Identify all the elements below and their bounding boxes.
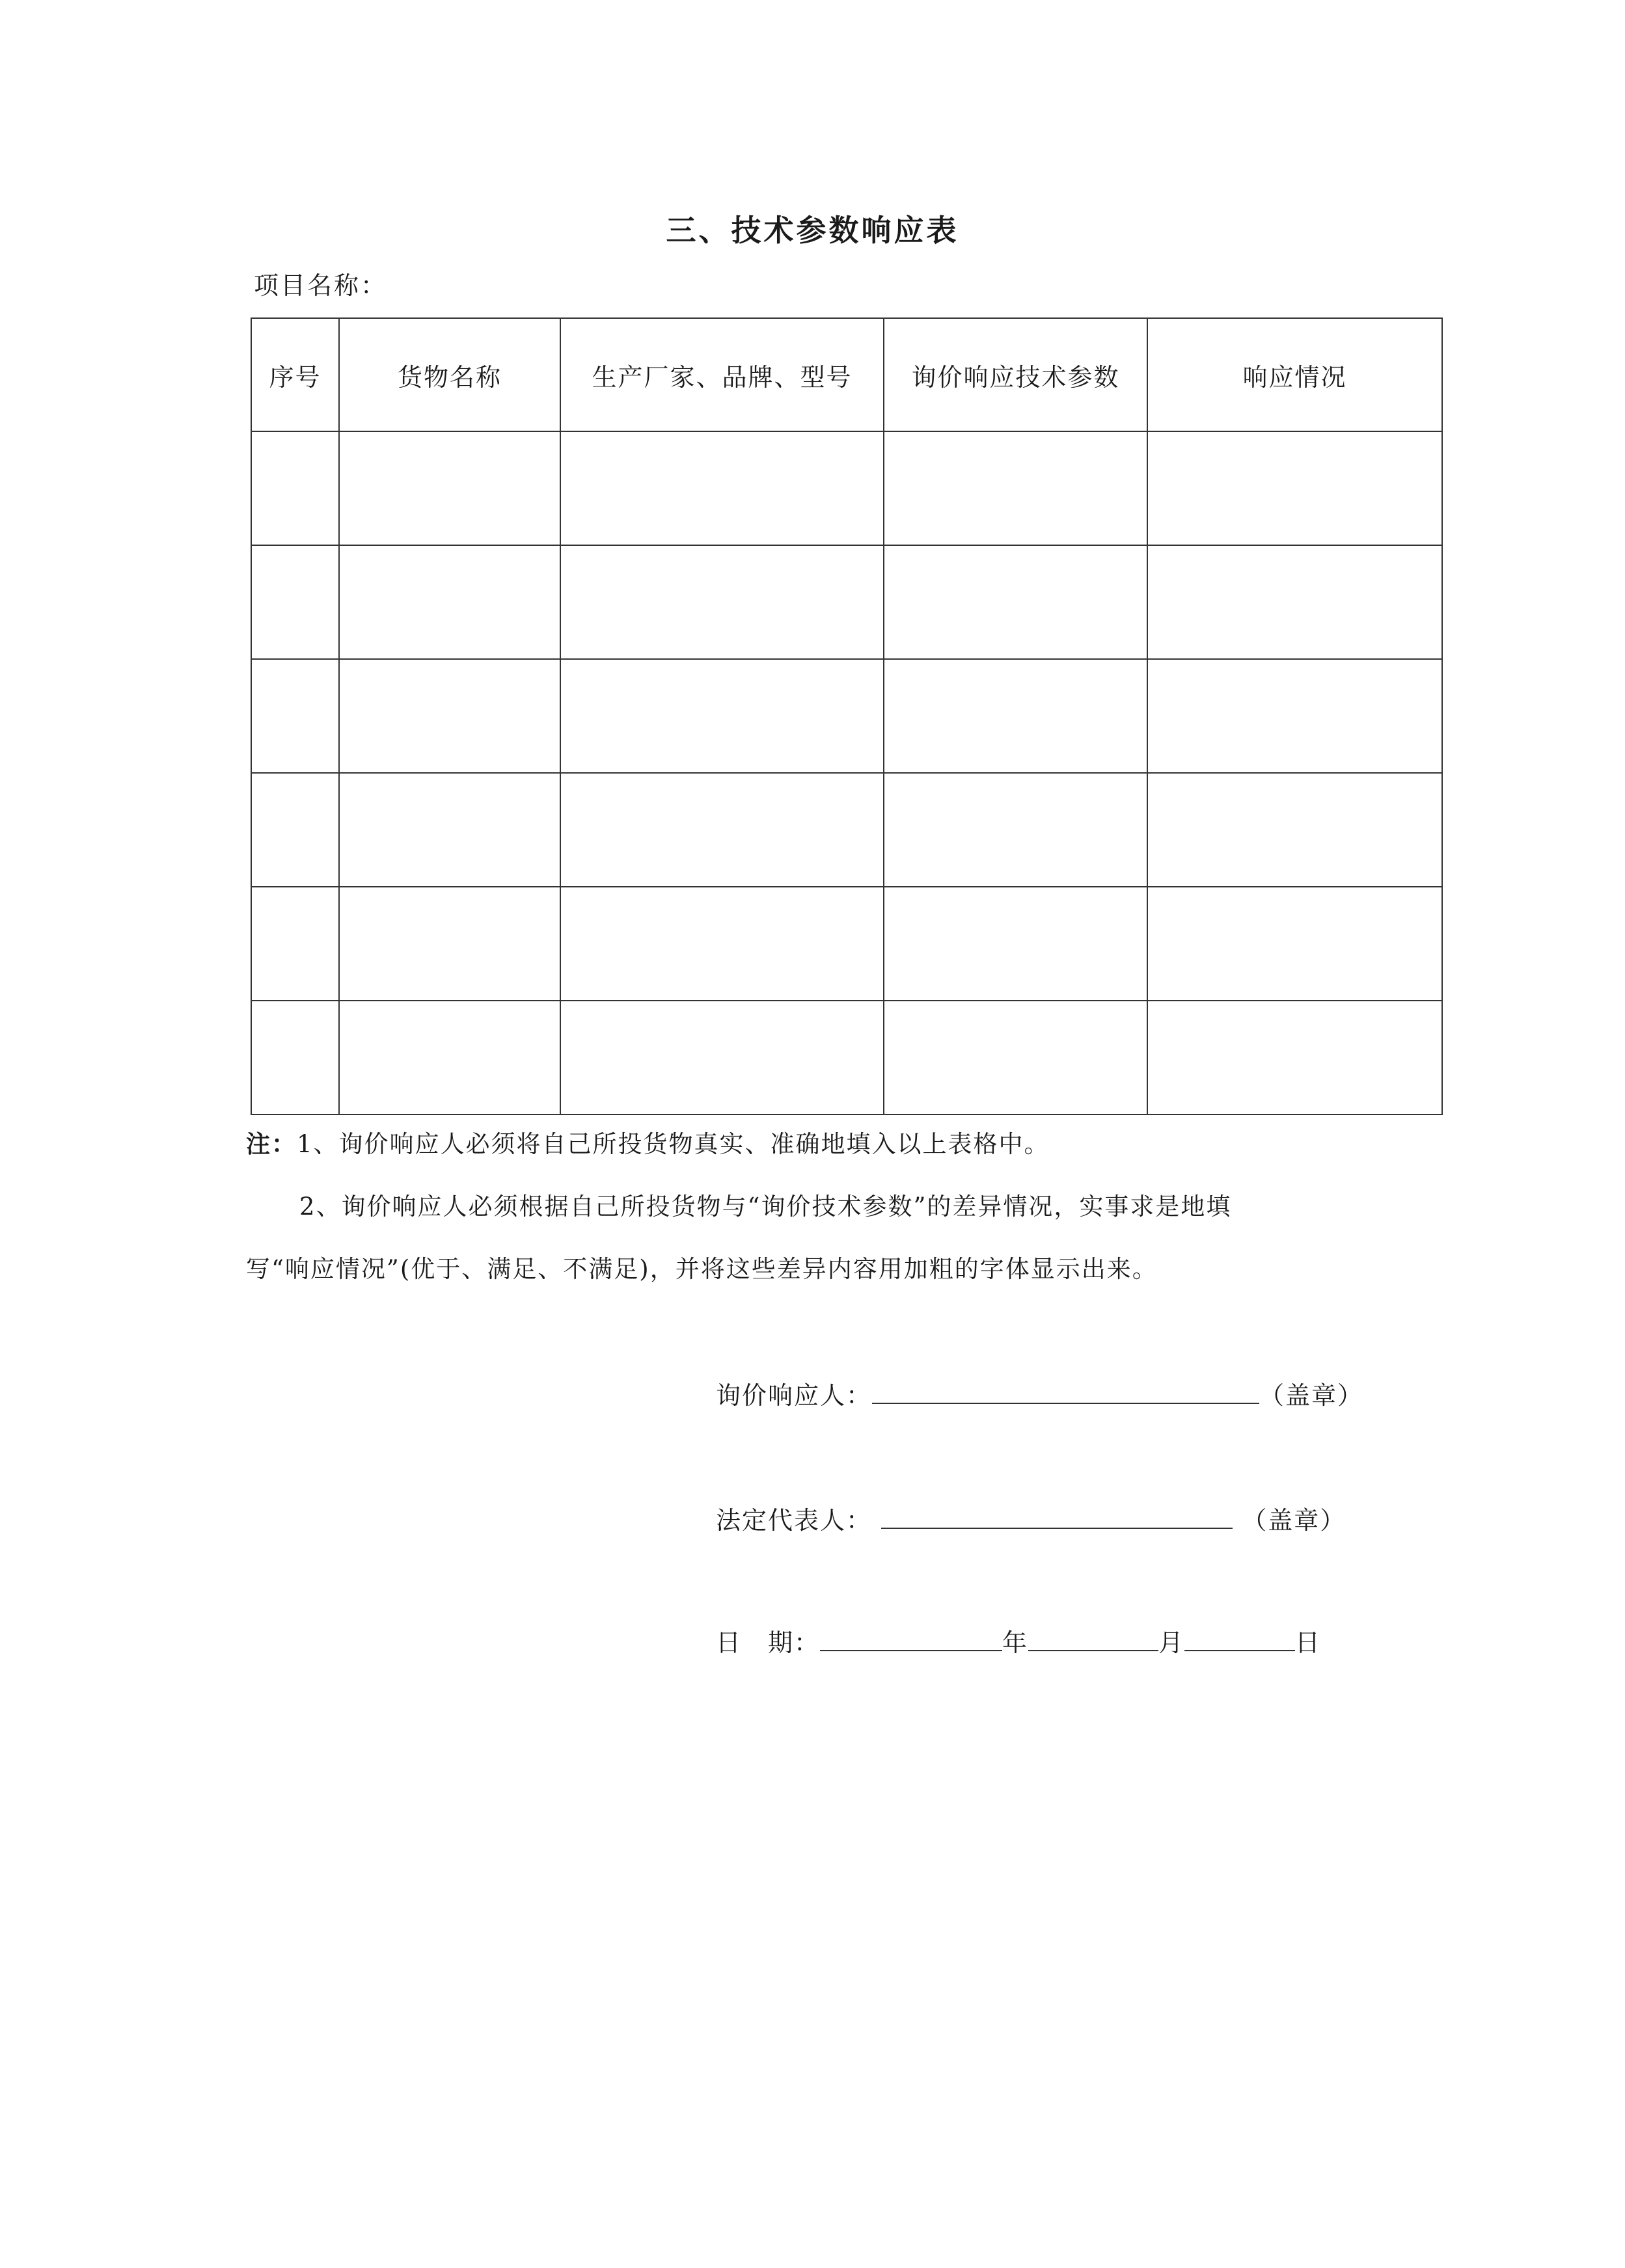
table-cell[interactable] [1147,773,1442,887]
note-line-3: 写“响应情况”(优于、满足、不满足)，并将这些差异内容用加粗的字体显示出来。 [246,1255,1158,1283]
table-cell[interactable] [251,1001,339,1114]
note-text-1: 1、询价响应人必须将自己所投货物真实、准确地填入以上表格中。 [297,1130,1050,1158]
legal-rep-blank[interactable] [881,1502,1233,1529]
legal-rep-stamp: （盖章） [1242,1506,1346,1535]
table-cell[interactable] [1147,1001,1442,1114]
legal-rep-label: 法定代表人： [716,1506,873,1535]
table-cell[interactable] [339,659,560,773]
responder-signature-line [716,1375,1363,1411]
month-blank[interactable] [1028,1624,1158,1651]
table-cell[interactable] [884,887,1147,1001]
table-row [251,1001,1442,1114]
responder-stamp: （盖章） [1259,1381,1364,1410]
table-cell[interactable] [251,659,339,773]
table-row [251,773,1442,887]
responder-label: 询价响应人： [716,1381,873,1410]
table-cell[interactable] [251,431,339,545]
table-cell[interactable] [251,887,339,1001]
note-line-2: 2、询价响应人必须根据自己所投货物与“询价技术参数”的差异情况，实事求是地填 [299,1193,1232,1221]
legal-rep-signature-line [716,1500,1346,1536]
table-cell[interactable] [560,431,884,545]
table-cell[interactable] [339,1001,560,1114]
year-blank[interactable] [820,1624,1002,1651]
day-blank[interactable] [1184,1624,1295,1651]
table-cell[interactable] [339,773,560,887]
date-label: 日 期： [716,1628,821,1657]
day-label: 日 [1295,1628,1322,1657]
table-cell[interactable] [339,545,560,659]
table-row [251,659,1442,773]
table-cell[interactable] [1147,545,1442,659]
table-cell[interactable] [339,431,560,545]
table-row [251,545,1442,659]
project-name-label: 项目名称： [254,271,388,300]
table-cell[interactable] [560,545,884,659]
note-prefix: 注： [246,1129,297,1158]
month-label: 月 [1158,1628,1185,1657]
header-goods-name: 货物名称 [339,318,560,431]
table-row [251,431,1442,545]
table-cell[interactable] [884,545,1147,659]
table-cell[interactable] [884,1001,1147,1114]
header-response-status: 响应情况 [1147,318,1442,431]
table-header-row [251,318,1442,431]
note-line-1 [246,1124,1050,1159]
table-cell[interactable] [339,887,560,1001]
table-cell[interactable] [884,431,1147,545]
header-tech-params: 询价响应技术参数 [884,318,1147,431]
header-manufacturer-brand-model: 生产厂家、品牌、型号 [560,318,884,431]
table-cell[interactable] [1147,431,1442,545]
responder-blank[interactable] [872,1377,1259,1404]
tech-params-table [251,317,1443,1115]
table-cell[interactable] [884,773,1147,887]
table-cell[interactable] [251,545,339,659]
table-cell[interactable] [884,659,1147,773]
table-cell[interactable] [1147,659,1442,773]
year-label: 年 [1002,1628,1029,1657]
table-cell[interactable] [560,1001,884,1114]
table-cell[interactable] [560,887,884,1001]
table-row [251,887,1442,1001]
table-cell[interactable] [560,659,884,773]
header-serial-no: 序号 [251,318,339,431]
table-cell[interactable] [1147,887,1442,1001]
date-line [716,1623,1321,1658]
table-cell[interactable] [251,773,339,887]
page-title: 三、技术参数响应表 [666,213,959,248]
table-cell[interactable] [560,773,884,887]
